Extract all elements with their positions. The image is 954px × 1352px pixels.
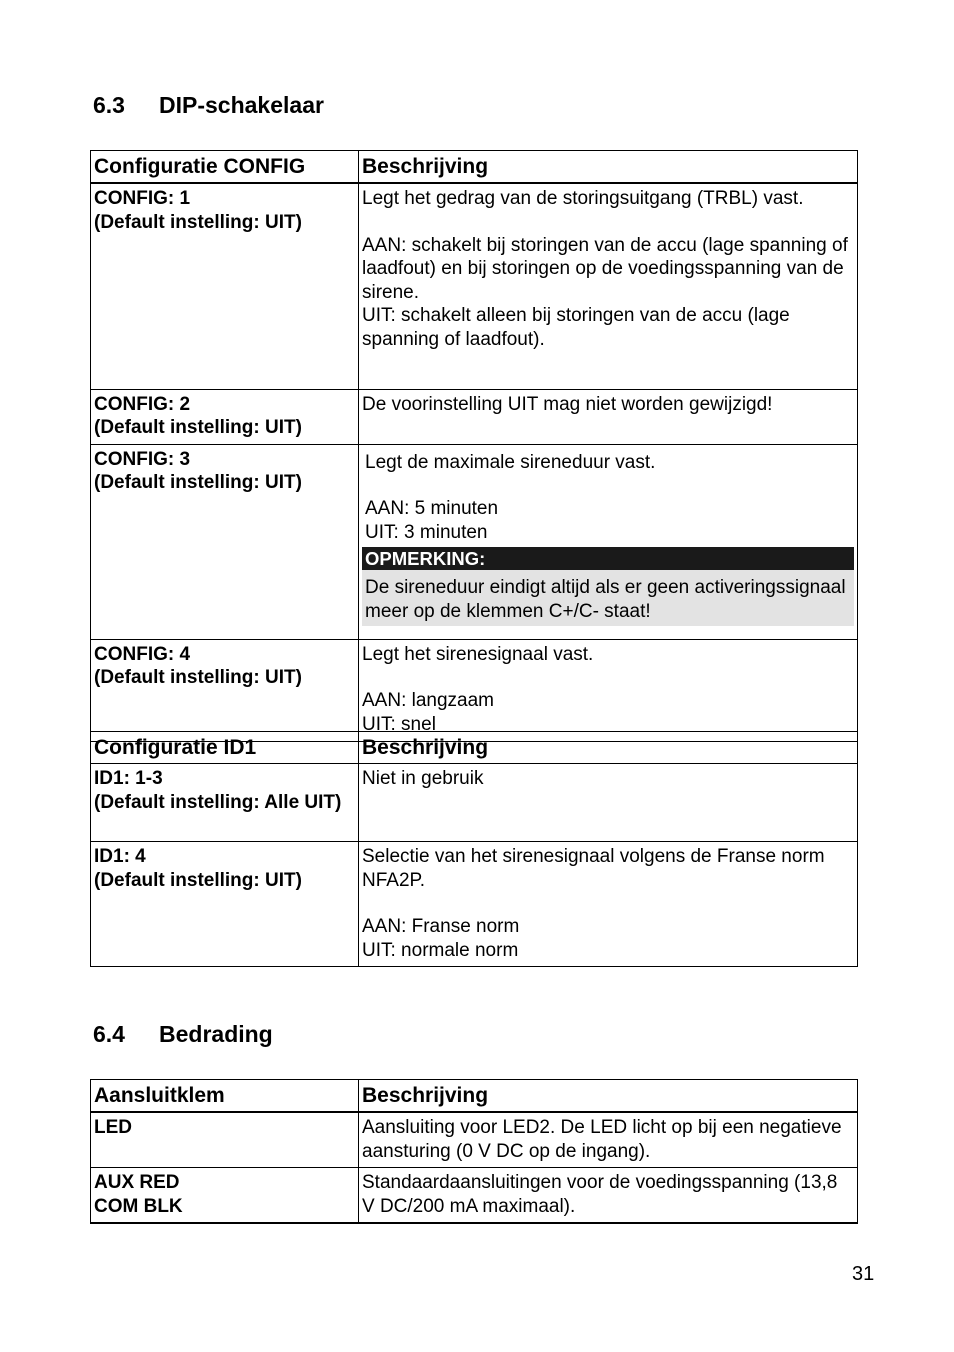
description-text: Niet in gebruik: [362, 768, 484, 789]
terminal-key-cell: [91, 1112, 359, 1168]
config-key: CONFIG: 1: [94, 188, 191, 209]
config-key: CONFIG: 3: [94, 448, 191, 470]
terminal-name: LED: [94, 1117, 132, 1138]
default-setting: (Default instelling: UIT): [94, 417, 302, 438]
table-row: [91, 444, 858, 639]
terminal-name: AUX RED: [94, 1172, 180, 1193]
column-header: Configuratie ID1: [91, 732, 359, 764]
config-key-cell: [91, 444, 359, 639]
config-table: [90, 150, 858, 742]
description-text: Standaardaansluitingen voor de voedingsspanning (13,8 V DC/200 mA maximaal).: [362, 1172, 838, 1217]
config-description-cell: [359, 764, 858, 842]
config-key: ID1: 4: [94, 846, 146, 867]
note-text: De sireneduur eindigt altijd als er geen activeringssignaal meer op de klemmen C+/C- staat!: [362, 570, 854, 626]
default-setting: (Default instelling: Alle UIT): [94, 791, 342, 813]
description-text: Legt het gedrag van de storingsuitgang (TRBL) vast.: [362, 188, 804, 209]
config-key-cell: [91, 389, 359, 444]
description-text: AAN: langzaam: [362, 690, 495, 711]
description-text: UIT: schakelt alleen bij storingen van de accu (lage spanning of laadfout).: [362, 305, 790, 350]
table-row: [91, 764, 858, 842]
config-key: CONFIG: 4: [94, 643, 191, 665]
default-setting: (Default instelling: UIT): [94, 667, 302, 688]
section-title-text: Bedrading: [159, 1021, 273, 1047]
description-text: Legt het sirenesignaal vast.: [362, 643, 594, 665]
table-row: [91, 389, 858, 444]
description-text: UIT: 3 minuten: [365, 521, 488, 543]
wiring-table: [90, 1079, 858, 1224]
config-description-cell: [359, 389, 858, 444]
table-row: [91, 639, 858, 741]
config-description-cell: [359, 444, 858, 639]
description-text: Aansluiting voor LED2. De LED licht op bij een negatieve aansturing (0 V DC op de ingang).: [362, 1117, 842, 1162]
column-header: Configuratie CONFIG: [91, 151, 359, 184]
default-setting: (Default instelling: UIT): [94, 211, 302, 233]
terminal-key-cell: [91, 1168, 359, 1224]
description-text: UIT: normale norm: [362, 939, 519, 961]
terminal-description-cell: [359, 1168, 858, 1224]
default-setting: (Default instelling: UIT): [94, 472, 302, 493]
config-key-cell: [91, 183, 359, 389]
id1-table: [90, 731, 858, 967]
table-row: [91, 1112, 858, 1168]
config-description-cell: [359, 639, 858, 741]
terminal-description-cell: [359, 1112, 858, 1168]
description-text: Legt de maximale sireneduur vast.: [365, 451, 656, 473]
description-text: AAN: 5 minuten: [365, 498, 499, 519]
column-header: Aansluitklem: [91, 1080, 359, 1113]
section-heading-6-3: [93, 92, 324, 119]
description-text: Selectie van het sirenesignaal volgens de Franse norm NFA2P.: [362, 846, 825, 891]
config-description-cell: [359, 183, 858, 389]
section-number: 6.3: [93, 92, 125, 118]
table-row: [91, 1168, 858, 1224]
section-number: 6.4: [93, 1021, 125, 1047]
section-title-text: DIP-schakelaar: [159, 92, 324, 118]
config-key: ID1: 1-3: [94, 768, 163, 789]
column-header: Beschrijving: [359, 1080, 858, 1113]
page-number: 31: [852, 1263, 875, 1285]
description-text: De voorinstelling UIT mag niet worden gewijzigd!: [362, 393, 773, 415]
column-header: Beschrijving: [359, 151, 858, 184]
description-text: AAN: schakelt bij storingen van de accu (lage spanning of laadfout) en bij storingen op de voedingsspanning van de sirene.: [362, 234, 848, 303]
config-key-cell: [91, 639, 359, 741]
config-description-cell: [359, 842, 858, 967]
description-text: UIT: snel: [362, 713, 436, 735]
note-label: OPMERKING:: [362, 547, 854, 570]
table-header-row: [91, 732, 858, 764]
description-text: AAN: Franse norm: [362, 916, 520, 937]
section-heading-6-4: [93, 1021, 273, 1048]
config-key: CONFIG: 2: [94, 393, 191, 415]
table-row: [91, 842, 858, 967]
config-key-cell: [91, 842, 359, 967]
column-header: Beschrijving: [359, 732, 858, 764]
table-row: [91, 183, 858, 389]
table-header-row: [91, 1080, 858, 1113]
terminal-name: COM BLK: [94, 1195, 183, 1217]
table-header-row: [91, 151, 858, 184]
default-setting: (Default instelling: UIT): [94, 869, 302, 891]
config-key-cell: [91, 764, 359, 842]
